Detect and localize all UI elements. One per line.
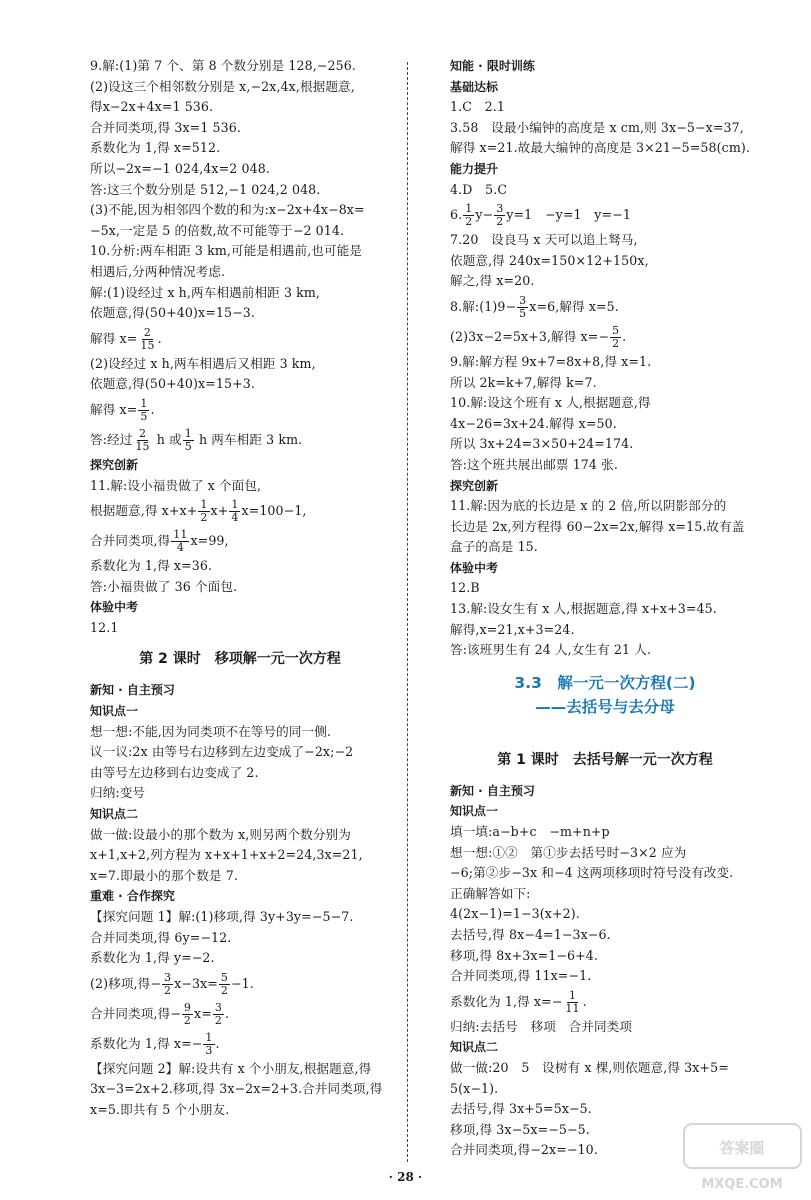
fraction-denominator: 11: [565, 1001, 580, 1015]
text-fragment: .: [622, 328, 627, 344]
text-line: 【探究问题 2】解:设共有 x 个小朋友,根据题意,得: [90, 1060, 372, 1076]
section-heading-ability: 能力提升: [450, 161, 499, 176]
fraction: [162, 972, 173, 997]
fraction-numerator: 5: [612, 323, 620, 337]
knowledge-point-heading: 知识点一: [450, 804, 499, 819]
text-fragment: 6.: [450, 207, 463, 223]
text-fragment: h 两车相距 3 km.: [194, 431, 303, 447]
text-line: 3x−3=2x+2.移项,得 3x−2x=2+3.合并同类项,得: [90, 1081, 383, 1097]
fraction-numerator: 3: [214, 1000, 222, 1014]
section-subtitle: ——去括号与去分母: [535, 697, 675, 716]
fraction-denominator: 2: [163, 983, 172, 997]
left-column: [90, 56, 390, 1121]
fraction-denominator: 2: [183, 1013, 192, 1027]
text-fragment: −1.: [231, 975, 254, 991]
column-divider: [407, 62, 408, 1162]
text-line: 议一议:2x 由等号右边移到左边变成了−2x;−2: [90, 744, 354, 760]
text-fragment: 解得 x=: [90, 401, 138, 417]
text-line: 所以 3x+24=3×50+24=174.: [450, 436, 634, 452]
text-fragment: x=100−1,: [241, 503, 307, 519]
text-line: 4(2x−1)=1−3(x+2).: [450, 906, 580, 922]
text-line: [450, 987, 760, 1017]
lesson-title: 第 1 课时 去括号解一元一次方程: [497, 751, 713, 768]
text-line: 12.1: [90, 619, 119, 635]
fraction-numerator: 1: [568, 988, 577, 1002]
knowledge-point-heading: 知识点二: [90, 807, 139, 822]
section-heading-explore: 探究创新: [90, 457, 139, 472]
text-fragment: .: [150, 401, 155, 417]
text-line: 归纳:变号: [90, 785, 146, 801]
section-heading-basic: 基础达标: [450, 79, 499, 94]
text-line: 所以 2k=k+7,解得 k=7.: [450, 374, 597, 390]
text-line: [90, 395, 390, 425]
text-line: 系数化为 1,得 y=−2.: [90, 950, 215, 966]
section-heading-coop: 重难 · 合作探究: [90, 889, 175, 904]
text-fragment: .: [215, 1035, 220, 1051]
text-line: 填一填:a−b+c −m+n+p: [450, 824, 610, 840]
fraction-denominator: 15: [135, 439, 150, 453]
text-line: 答:这三个数分别是 512,−1 024,2 048.: [90, 181, 321, 197]
fraction-numerator: 3: [519, 293, 527, 307]
text-fragment: y=1 −y=1 y=−1: [506, 207, 631, 223]
text-line: 去括号,得 8x−4=1−3x−6.: [450, 927, 611, 942]
text-line: 1.C 2.1: [450, 99, 505, 115]
text-line: [90, 526, 390, 556]
text-fragment: 根据题意,得 x+x+: [90, 503, 198, 519]
text-line: [90, 969, 390, 999]
text-line: [450, 322, 760, 352]
fraction-numerator: 9: [183, 1000, 192, 1014]
fraction-denominator: 5: [184, 439, 192, 453]
section-heading-new: 新知 · 自主预习: [90, 683, 175, 698]
text-line: 合并同类项,得 3x=1 536.: [90, 119, 241, 135]
text-line: 解之,得 x=20.: [450, 273, 535, 289]
fraction-numerator: 1: [184, 426, 192, 440]
text-line: 答:小福贵做了 36 个面包.: [90, 578, 238, 594]
text-line: 5(x−1).: [450, 1080, 499, 1096]
fraction: [229, 499, 240, 524]
text-line: [450, 200, 760, 230]
fraction-numerator: 3: [496, 202, 504, 216]
text-fragment: 8.解:(1)9−: [450, 298, 517, 314]
fraction-numerator: 1: [200, 498, 208, 512]
text-line: 13.解:设女生有 x 人,根据题意,得 x+x+3=45.: [450, 601, 717, 617]
text-line: 9.解:解方程 9x+7=8x+8,得 x=1.: [450, 353, 652, 369]
text-fragment: x=6,解得 x=5.: [529, 298, 619, 314]
text-fragment: x=99,: [190, 533, 229, 549]
text-line: [90, 999, 390, 1029]
text-line: 依题意,得 240x=150×12+150x,: [450, 252, 649, 268]
fraction-numerator: 2: [138, 426, 147, 440]
fraction: [213, 1002, 224, 1027]
text-line: 合并同类项,得 6y=−12.: [90, 929, 232, 945]
text-fragment: 合并同类项,得−: [90, 1005, 181, 1021]
text-line: [450, 292, 760, 322]
text-line: 12.B: [450, 580, 480, 596]
text-line: 答:这个班共展出邮票 174 张.: [450, 456, 618, 472]
fraction: [463, 203, 474, 228]
text-fragment: x−3x=: [174, 975, 218, 991]
text-line: 得x−2x+4x=1 536.: [90, 99, 214, 115]
fraction: [171, 529, 189, 554]
fraction-numerator: 2: [143, 325, 152, 339]
text-line: 盒子的高是 15.: [450, 539, 538, 555]
text-line: x=7.即最小的那个数是 7.: [90, 867, 238, 883]
text-fragment: .: [582, 993, 587, 1009]
fraction-denominator: 5: [519, 306, 527, 320]
fraction: [138, 398, 149, 423]
watermark-url: MXQE.COM: [701, 1177, 783, 1192]
fraction: [610, 325, 621, 350]
text-line: 正确解答如下:: [450, 885, 531, 901]
text-line: 移项,得 3x−5x=−5−5.: [450, 1121, 590, 1137]
text-line: 11.解:因为底的长边是 x 的 2 倍,所以阴影部分的: [450, 498, 727, 514]
text-fragment: 系数化为 1,得 x=−: [90, 1035, 203, 1051]
text-line: 4.D 5.C: [450, 181, 508, 197]
text-fragment: y−: [475, 207, 494, 223]
fraction-denominator: 15: [140, 338, 155, 352]
text-line: 答:该班男生有 24 人,女生有 21 人.: [450, 642, 652, 658]
text-line: 【探究问题 1】解:(1)移项,得 3y+3y=−5−7.: [90, 909, 354, 924]
text-line: 系数化为 1,得 x=512.: [90, 140, 221, 156]
section-heading-explore: 探究创新: [450, 478, 499, 493]
right-column: [450, 56, 760, 1161]
text-line: −6;第②步−3x 和−4 这两项移项时符号没有改变.: [450, 865, 734, 881]
text-line: 11.解:设小福贵做了 x 个面包,: [90, 477, 262, 493]
text-line: 所以−2x=−1 024,4x=2 048.: [90, 160, 270, 176]
text-line: (2)设经过 x h,两车相遇后又相距 3 km,: [90, 355, 316, 371]
text-line: (2)设这三个相邻数分别是 x,−2x,4x,根据题意,: [90, 78, 355, 94]
fraction-denominator: 5: [140, 409, 148, 423]
fraction-denominator: 2: [220, 983, 229, 997]
fraction-numerator: 1: [140, 396, 148, 410]
text-line: 系数化为 1,得 x=36.: [90, 558, 213, 574]
text-line: [90, 496, 390, 526]
section-heading-exam: 体验中考: [90, 600, 139, 615]
fraction-denominator: 2: [200, 511, 208, 525]
fraction-numerator: 11: [173, 528, 188, 542]
text-line: 想一想:不能,因为同类项不在等号的同一侧.: [90, 723, 332, 739]
text-line: 做一做:20 5 设树有 x 棵,则依题意,得 3x+5=: [450, 1059, 729, 1075]
text-line: 解:(1)设经过 x h,两车相遇前相距 3 km,: [90, 284, 321, 300]
fraction-denominator: 2: [214, 1013, 222, 1027]
watermark-text: 答案圈: [719, 1139, 765, 1157]
text-fragment: 系数化为 1,得 x=−: [450, 993, 563, 1009]
text-line: 10.解:设这个班有 x 人,根据题意,得: [450, 395, 651, 411]
text-line: 相遇后,分两种情况考虑.: [90, 263, 226, 279]
text-line: 由等号左边移到右边变成了 2.: [90, 764, 259, 780]
fraction-numerator: 1: [205, 1030, 213, 1044]
text-line: x+1,x+2,列方程为 x+x+1+x+2=24,3x=21,: [90, 847, 363, 863]
text-line: 4x−26=3x+24.解得 x=50.: [450, 415, 617, 431]
fraction: [494, 203, 505, 228]
text-line: [90, 1029, 390, 1059]
text-fragment: 解得 x=: [90, 330, 138, 346]
fraction-denominator: 3: [205, 1043, 213, 1057]
fraction: [219, 972, 230, 997]
text-line: 去括号,得 3x+5=5x−5.: [450, 1101, 592, 1117]
text-fragment: (2)移项,得−: [90, 975, 161, 991]
fraction-numerator: 1: [465, 202, 473, 216]
text-line: 想一想:①② 第①步去括号时−3×2 应为: [450, 844, 687, 860]
text-line: 解得 x=21.故最大编钟的高度是 3×21−5=58(cm).: [450, 140, 750, 156]
text-line: 合并同类项,得 11x=−1.: [450, 968, 592, 984]
text-line: 移项,得 8x+3x=1−6+4.: [450, 947, 598, 963]
fraction-denominator: 4: [231, 511, 239, 525]
fraction-denominator: 2: [465, 215, 473, 229]
text-line: 解得,x=21,x+3=24.: [450, 621, 575, 637]
text-line: (3)不能,因为相邻四个数的和为:x−2x+4x−8x=: [90, 202, 365, 218]
text-line: 做一做:设最小的那个数为 x,则另两个数分别为: [90, 826, 351, 842]
watermark-logo: [680, 1120, 805, 1195]
fraction-denominator: 2: [612, 336, 620, 350]
text-line: x=5.即共有 5 个小朋友.: [90, 1101, 230, 1117]
text-fragment: 合并同类项,得: [90, 533, 171, 549]
knowledge-point-heading: 知识点一: [90, 704, 139, 719]
lesson-title: 第 2 课时 移项解一元一次方程: [139, 651, 341, 668]
fraction: [517, 295, 528, 320]
text-fragment: (2)3x−2=5x+3,解得 x=−: [450, 328, 610, 344]
text-line: 10.分析:两车相距 3 km,可能是相遇前,也可能是: [90, 243, 363, 259]
section-title: 3.3 解一元一次方程(二): [514, 673, 696, 692]
section-heading-new: 新知 · 自主预习: [450, 783, 535, 798]
section-heading-exam: 体验中考: [450, 560, 499, 575]
text-line: −5x,一定是 5 的倍数,故不可能等于−2 014.: [90, 222, 345, 238]
fraction: [183, 428, 194, 453]
knowledge-point-heading: 知识点二: [450, 1040, 499, 1055]
section-heading-train: 知能 · 限时训练: [450, 59, 535, 73]
text-line: 依题意,得(50+40)x=15+3.: [90, 376, 255, 392]
fraction: [563, 990, 581, 1015]
text-fragment: .: [157, 330, 162, 346]
text-line: [90, 324, 390, 354]
text-line: 依题意,得(50+40)x=15−3.: [90, 305, 255, 321]
fraction-numerator: 3: [163, 970, 172, 984]
text-fragment: x+: [210, 503, 229, 519]
fraction-numerator: 5: [220, 970, 229, 984]
fraction: [198, 499, 209, 524]
fraction-denominator: 4: [176, 541, 184, 555]
text-line: 3.58 设最小编钟的高度是 x cm,则 3x−5−x=37,: [450, 119, 744, 135]
text-line: 9.解:(1)第 7 个、第 8 个数分别是 128,−256.: [90, 58, 356, 73]
text-line: 归纳:去括号 移项 合并同类项: [450, 1018, 633, 1034]
text-line: 合并同类项,得−2x=−10.: [450, 1142, 598, 1158]
fraction-denominator: 2: [496, 215, 504, 229]
page-number: · 28 ·: [388, 1170, 423, 1184]
fraction: [182, 1002, 193, 1027]
text-fragment: h 或: [152, 431, 182, 447]
text-line: 7.20 设良马 x 天可以追上驽马,: [450, 232, 638, 248]
text-line: [90, 425, 390, 455]
fraction: [133, 428, 151, 453]
text-line: 长边是 2x,列方程得 60−2x=2x,解得 x=15.故有盖: [450, 518, 745, 534]
text-fragment: .: [225, 1005, 230, 1021]
text-fragment: x=: [194, 1005, 212, 1021]
fraction: [203, 1032, 214, 1057]
text-fragment: 答:经过: [90, 431, 133, 447]
fraction-numerator: 1: [231, 498, 239, 512]
fraction: [138, 327, 156, 352]
